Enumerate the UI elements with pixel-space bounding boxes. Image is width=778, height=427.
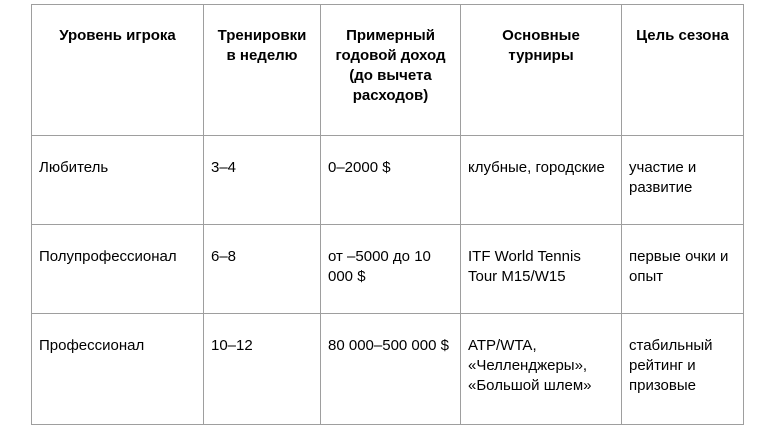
player-levels-table-container [31,4,744,425]
header-season-goal: Цель сезона [622,5,744,136]
header-trainings-per-week: Тренировки в неделю [204,5,321,136]
table-row [32,136,744,225]
cell-trainings: 10–12 [204,314,321,425]
cell-season-goal: первые очки и опыт [622,225,744,314]
cell-tournaments: клубные, городские [461,136,622,225]
cell-income: от –5000 до 10 000 $ [321,225,461,314]
header-annual-income: Примерный годовой доход (до вычета расходов) [321,5,461,136]
table-row [32,225,744,314]
cell-income: 80 000–500 000 $ [321,314,461,425]
cell-trainings: 3–4 [204,136,321,225]
cell-tournaments: ATP/WTA, «Челленджеры», «Большой шлем» [461,314,622,425]
cell-season-goal: участие и развитие [622,136,744,225]
table-row [32,314,744,425]
cell-trainings: 6–8 [204,225,321,314]
player-levels-table [31,4,744,425]
cell-player-level: Полупрофессионал [32,225,204,314]
cell-tournaments: ITF World Tennis Tour M15/W15 [461,225,622,314]
cell-player-level: Профессионал [32,314,204,425]
header-main-tournaments: Основные турниры [461,5,622,136]
cell-player-level: Любитель [32,136,204,225]
cell-season-goal: стабильный рейтинг и призовые [622,314,744,425]
cell-income: 0–2000 $ [321,136,461,225]
table-header-row [32,5,744,136]
header-player-level: Уровень игрока [32,5,204,136]
